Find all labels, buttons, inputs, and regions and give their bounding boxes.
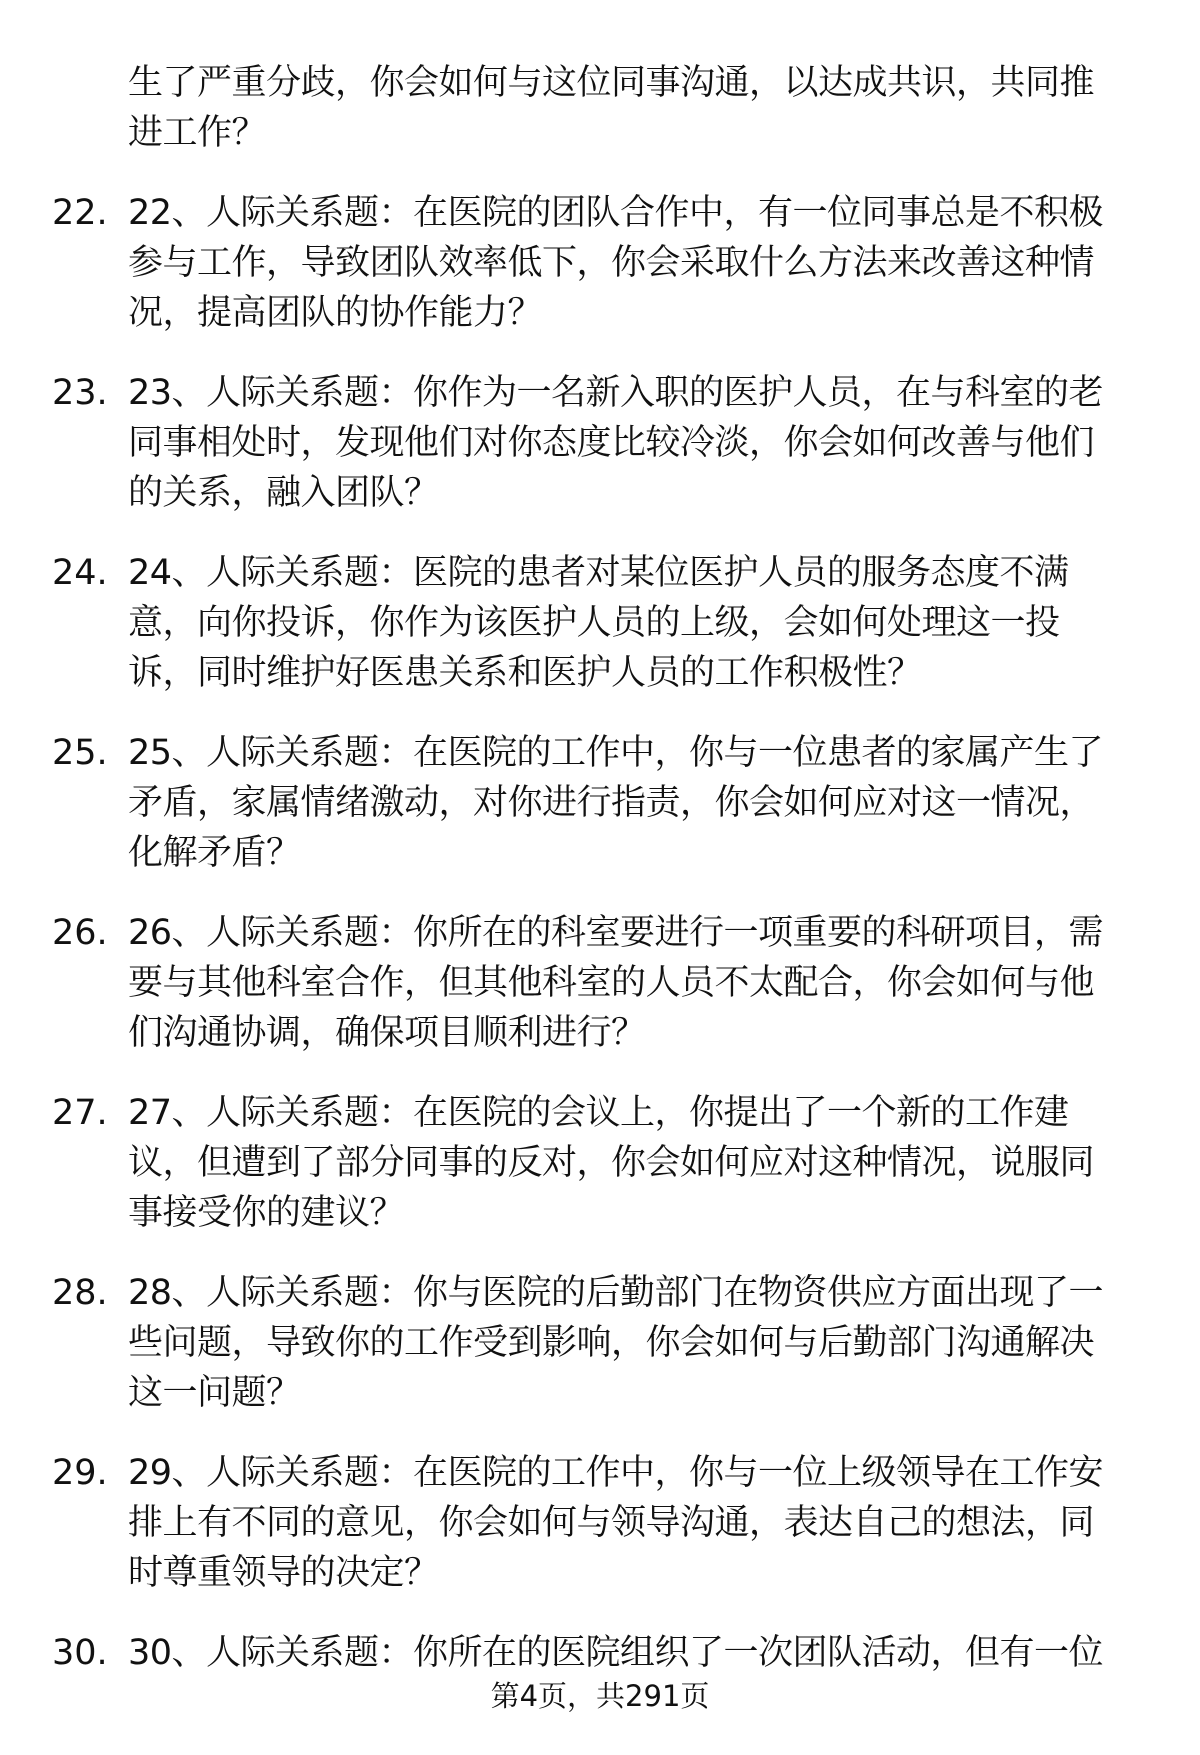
question-continuation — [0, 58, 1200, 158]
question-text-line: 意，向你投诉，你作为该医护人员的上级，会如何处理这一投 — [128, 603, 1060, 643]
question-text-line: 这一问题？ — [128, 1373, 301, 1413]
question-item — [0, 1448, 1200, 1598]
question-number: 28. — [52, 1273, 108, 1313]
question-item — [0, 188, 1200, 338]
question-text-line: 26、人际关系题：你所在的科室要进行一项重要的科研项目，需 — [128, 913, 1104, 953]
question-text-line: 们沟通协调，确保项目顺利进行？ — [128, 1013, 646, 1053]
question-number: 25. — [52, 733, 108, 773]
question-item — [0, 908, 1200, 1058]
question-text-line: 30、人际关系题：你所在的医院组织了一次团队活动，但有一位 — [128, 1633, 1104, 1673]
question-number: 22. — [52, 193, 108, 233]
question-list — [0, 58, 1200, 1708]
question-item — [0, 1088, 1200, 1238]
question-number: 24. — [52, 553, 108, 593]
question-text-line: 参与工作，导致团队效率低下，你会采取什么方法来改善这种情 — [128, 243, 1095, 283]
question-item — [0, 1628, 1200, 1678]
question-text-line: 进工作？ — [128, 113, 267, 153]
question-text-line: 化解矛盾？ — [128, 833, 301, 873]
question-text-line: 27、人际关系题：在医院的会议上，你提出了一个新的工作建 — [128, 1093, 1069, 1133]
question-number: 29. — [52, 1453, 108, 1493]
question-text-line: 同事相处时，发现他们对你态度比较冷淡，你会如何改善与他们 — [128, 423, 1095, 463]
question-number: 23. — [52, 373, 108, 413]
question-text-line: 要与其他科室合作，但其他科室的人员不太配合，你会如何与他 — [128, 963, 1095, 1003]
question-text-line: 议，但遭到了部分同事的反对，你会如何应对这种情况，说服同 — [128, 1143, 1095, 1183]
question-item — [0, 548, 1200, 698]
question-item — [0, 1268, 1200, 1418]
question-text-line: 时尊重领导的决定？ — [128, 1553, 439, 1593]
question-text-line: 的关系，融入团队？ — [128, 473, 439, 513]
question-number: 26. — [52, 913, 108, 953]
question-number: 30. — [52, 1633, 108, 1673]
question-text-line: 29、人际关系题：在医院的工作中，你与一位上级领导在工作安 — [128, 1453, 1104, 1493]
question-item — [0, 728, 1200, 878]
question-text-line: 22、人际关系题：在医院的团队合作中，有一位同事总是不积极 — [128, 193, 1104, 233]
question-text-line: 23、人际关系题：你作为一名新入职的医护人员，在与科室的老 — [128, 373, 1104, 413]
question-text-line: 事接受你的建议？ — [128, 1193, 405, 1233]
question-text-line: 生了严重分歧，你会如何与这位同事沟通，以达成共识，共同推 — [128, 63, 1095, 103]
question-number: 27. — [52, 1093, 108, 1133]
question-text-line: 些问题，导致你的工作受到影响，你会如何与后勤部门沟通解决 — [128, 1323, 1095, 1363]
question-text-line: 诉，同时维护好医患关系和医护人员的工作积极性？ — [128, 653, 922, 693]
question-item — [0, 368, 1200, 518]
question-text-line: 25、人际关系题：在医院的工作中，你与一位患者的家属产生了 — [128, 733, 1104, 773]
question-text-line: 24、人际关系题：医院的患者对某位医护人员的服务态度不满 — [128, 553, 1069, 593]
question-text-line: 矛盾，家属情绪激动，对你进行指责，你会如何应对这一情况， — [128, 783, 1095, 823]
question-text-line: 况，提高团队的协作能力？ — [128, 293, 543, 333]
question-text-line: 排上有不同的意见，你会如何与领导沟通，表达自己的想法，同 — [128, 1503, 1095, 1543]
page-number: 第4页，共291页 — [490, 1679, 710, 1713]
question-text-line: 28、人际关系题：你与医院的后勤部门在物资供应方面出现了一 — [128, 1273, 1104, 1313]
